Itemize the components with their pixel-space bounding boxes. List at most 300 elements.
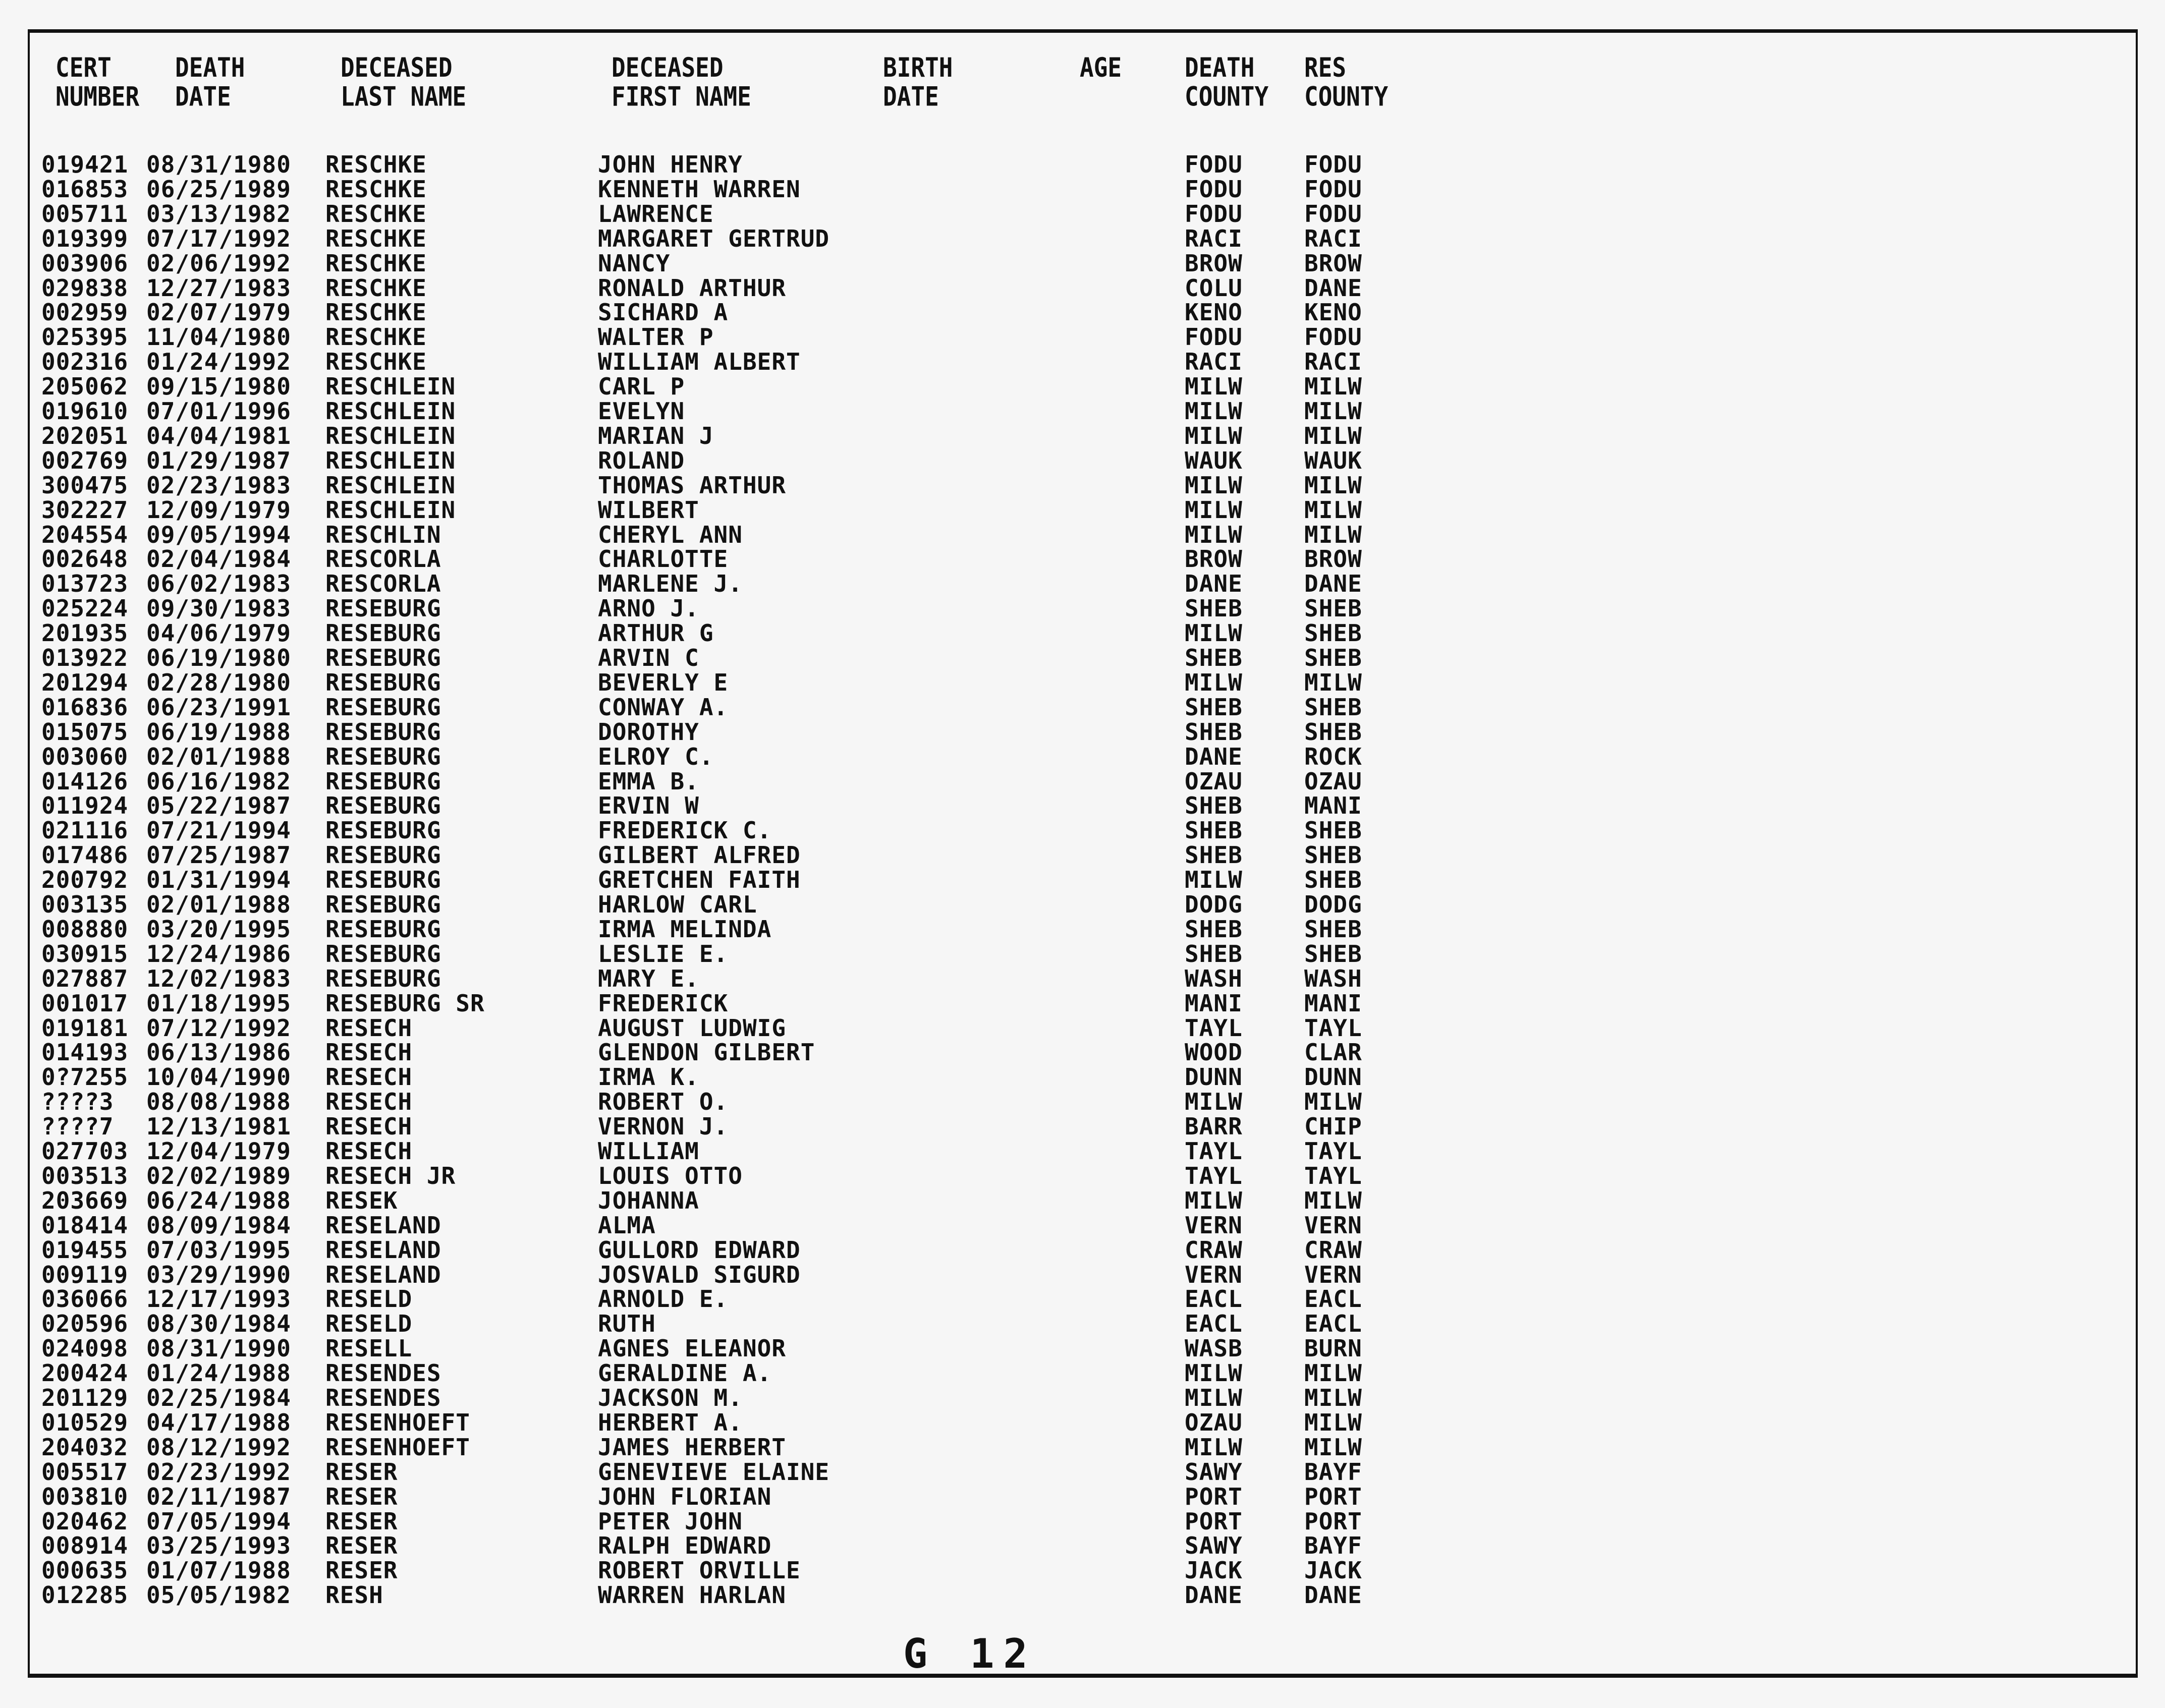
cell-cert-number: 003060 xyxy=(41,743,129,770)
cell-death-county: MILW xyxy=(1185,866,1243,894)
cell-last-name: RESEBURG xyxy=(325,866,441,894)
table-row xyxy=(0,1016,2165,1041)
cell-cert-number: 016836 xyxy=(41,693,129,721)
cell-death-date: 07/01/1996 xyxy=(146,397,291,425)
cell-death-date: 02/23/1992 xyxy=(146,1458,291,1486)
cell-death-county: MILW xyxy=(1185,1088,1243,1116)
table-row xyxy=(0,374,2165,399)
cell-death-date: 02/01/1988 xyxy=(146,891,291,918)
cell-cert-number: 019610 xyxy=(41,397,129,425)
cell-cert-number: 019421 xyxy=(41,151,129,178)
cell-death-county: EACL xyxy=(1185,1285,1243,1313)
table-row xyxy=(0,325,2165,350)
column-header-first-name xyxy=(612,53,751,111)
cell-cert-number: 005711 xyxy=(41,200,129,227)
column-header-age xyxy=(1080,53,1122,82)
cell-res-county: MILW xyxy=(1304,496,1362,524)
cell-first-name: FREDERICK C. xyxy=(598,817,772,844)
table-row xyxy=(0,695,2165,720)
cell-cert-number: 014126 xyxy=(41,767,129,795)
table-row xyxy=(0,1312,2165,1336)
cell-cert-number: 204554 xyxy=(41,521,129,548)
cell-last-name: RESCHKE xyxy=(325,175,427,203)
cell-last-name: RESECH xyxy=(325,1039,413,1066)
cell-last-name: RESEBURG xyxy=(325,891,441,918)
column-header-line1: DEATH xyxy=(175,51,245,83)
table-row xyxy=(0,350,2165,374)
cell-cert-number: 201294 xyxy=(41,668,129,696)
cell-first-name: WILBERT xyxy=(598,496,699,524)
cell-cert-number: 010529 xyxy=(41,1408,129,1436)
cell-death-date: 03/25/1993 xyxy=(146,1532,291,1560)
cell-first-name: RALPH EDWARD xyxy=(598,1532,772,1560)
cell-death-date: 02/04/1984 xyxy=(146,545,291,573)
cell-first-name: PETER JOHN xyxy=(598,1507,743,1535)
cell-last-name: RESEBURG xyxy=(325,964,441,992)
cell-res-county: JACK xyxy=(1304,1557,1362,1584)
cell-death-county: RACI xyxy=(1185,224,1243,252)
table-row xyxy=(0,793,2165,818)
cell-res-county: SHEB xyxy=(1304,841,1362,869)
cell-first-name: JOSVALD SIGURD xyxy=(598,1261,801,1288)
cell-cert-number: ????3 xyxy=(41,1088,114,1116)
cell-first-name: ARNOLD E. xyxy=(598,1285,729,1313)
cell-first-name: JOHANNA xyxy=(598,1186,699,1214)
cell-death-date: 05/22/1987 xyxy=(146,792,291,820)
cell-death-county: WOOD xyxy=(1185,1039,1243,1066)
cell-cert-number: 003810 xyxy=(41,1483,129,1510)
cell-death-county: SAWY xyxy=(1185,1532,1243,1560)
cell-first-name: ELROY C. xyxy=(598,743,714,770)
cell-death-county: JACK xyxy=(1185,1557,1243,1584)
cell-cert-number: 201129 xyxy=(41,1384,129,1411)
cell-last-name: RESCHLEIN xyxy=(325,397,456,425)
cell-first-name: AGNES ELEANOR xyxy=(598,1335,787,1362)
column-header-line1: DECEASED xyxy=(341,51,453,83)
column-header-cert-number xyxy=(55,53,139,111)
cell-death-date: 06/25/1989 xyxy=(146,175,291,203)
table-row xyxy=(0,177,2165,202)
cell-death-date: 10/04/1990 xyxy=(146,1063,291,1091)
cell-last-name: RESENHOEFT xyxy=(325,1408,470,1436)
cell-death-county: DANE xyxy=(1185,1581,1243,1609)
column-header-line2: DATE xyxy=(883,81,939,112)
table-row xyxy=(0,942,2165,966)
table-row xyxy=(0,1188,2165,1213)
cell-first-name: THOMAS ARTHUR xyxy=(598,471,787,499)
cell-res-county: FODU xyxy=(1304,151,1362,178)
cell-res-county: MILW xyxy=(1304,397,1362,425)
cell-death-county: SHEB xyxy=(1185,841,1243,869)
cell-cert-number: 027703 xyxy=(41,1137,129,1165)
cell-cert-number: 013723 xyxy=(41,570,129,598)
table-row xyxy=(0,498,2165,523)
cell-last-name: RESEBURG xyxy=(325,619,441,647)
cell-last-name: RESEBURG SR xyxy=(325,989,485,1017)
cell-res-county: OZAU xyxy=(1304,767,1362,795)
cell-first-name: GERALDINE A. xyxy=(598,1359,772,1387)
cell-res-county: FODU xyxy=(1304,175,1362,203)
cell-cert-number: 200792 xyxy=(41,866,129,894)
cell-cert-number: 008914 xyxy=(41,1532,129,1560)
cell-death-county: BROW xyxy=(1185,545,1243,573)
cell-first-name: GENEVIEVE ELAINE xyxy=(598,1458,830,1486)
cell-first-name: MARLENE J. xyxy=(598,570,743,598)
cell-res-county: MILW xyxy=(1304,1359,1362,1387)
cell-death-county: SHEB xyxy=(1185,817,1243,844)
cell-last-name: RESENHOEFT xyxy=(325,1433,470,1461)
cell-res-county: TAYL xyxy=(1304,1162,1362,1189)
cell-death-date: 01/18/1995 xyxy=(146,989,291,1017)
cell-res-county: BROW xyxy=(1304,249,1362,277)
cell-cert-number: 015075 xyxy=(41,718,129,746)
cell-cert-number: 019181 xyxy=(41,1014,129,1042)
column-header-line2: COUNTY xyxy=(1185,81,1269,112)
cell-first-name: FREDERICK xyxy=(598,989,729,1017)
cell-cert-number: 002316 xyxy=(41,348,129,376)
cell-last-name: RESEBURG xyxy=(325,940,441,967)
cell-cert-number: 001017 xyxy=(41,989,129,1017)
table-row xyxy=(0,1164,2165,1188)
cell-res-county: FODU xyxy=(1304,200,1362,227)
cell-first-name: SICHARD A xyxy=(598,299,729,326)
cell-last-name: RESEBURG xyxy=(325,693,441,721)
cell-res-county: KENO xyxy=(1304,299,1362,326)
table-row xyxy=(0,1386,2165,1410)
cell-res-county: BROW xyxy=(1304,545,1362,573)
cell-res-county: SHEB xyxy=(1304,915,1362,943)
cell-death-date: 08/30/1984 xyxy=(146,1310,291,1338)
column-header-line1: BIRTH xyxy=(883,51,953,83)
page-number: G 12 xyxy=(903,1630,1037,1677)
column-header-line2: LAST NAME xyxy=(341,81,467,112)
cell-cert-number: 018414 xyxy=(41,1211,129,1239)
cell-death-date: 02/28/1980 xyxy=(146,668,291,696)
table-row xyxy=(0,1139,2165,1164)
cell-res-county: SHEB xyxy=(1304,595,1362,622)
cell-cert-number: 029838 xyxy=(41,274,129,302)
cell-first-name: ARNO J. xyxy=(598,595,699,622)
table-row xyxy=(0,868,2165,892)
table-row xyxy=(0,1065,2165,1090)
cell-res-county: SHEB xyxy=(1304,619,1362,647)
cell-death-county: PORT xyxy=(1185,1507,1243,1535)
column-header-line1: DECEASED xyxy=(612,51,724,83)
cell-death-county: VERN xyxy=(1185,1211,1243,1239)
cell-death-date: 11/04/1980 xyxy=(146,323,291,351)
column-header-line2: DATE xyxy=(175,81,231,112)
cell-death-county: SHEB xyxy=(1185,792,1243,820)
cell-last-name: RESCHKE xyxy=(325,274,427,302)
cell-death-date: 09/15/1980 xyxy=(146,373,291,401)
table-row xyxy=(0,1238,2165,1263)
cell-cert-number: 003135 xyxy=(41,891,129,918)
cell-last-name: RESER xyxy=(325,1532,398,1560)
cell-death-date: 09/05/1994 xyxy=(146,521,291,548)
cell-death-date: 02/23/1983 xyxy=(146,471,291,499)
column-header-line1: DEATH xyxy=(1185,51,1255,83)
cell-first-name: WARREN HARLAN xyxy=(598,1581,787,1609)
cell-death-county: BROW xyxy=(1185,249,1243,277)
cell-death-county: MILW xyxy=(1185,619,1243,647)
table-row xyxy=(0,917,2165,942)
cell-first-name: ARVIN C xyxy=(598,644,699,671)
table-row xyxy=(0,769,2165,794)
table-row xyxy=(0,473,2165,498)
cell-cert-number: 020462 xyxy=(41,1507,129,1535)
cell-res-county: DUNN xyxy=(1304,1063,1362,1091)
cell-death-date: 06/16/1982 xyxy=(146,767,291,795)
cell-first-name: LOUIS OTTO xyxy=(598,1162,743,1189)
cell-death-date: 06/02/1983 xyxy=(146,570,291,598)
column-header-line1: AGE xyxy=(1080,51,1122,83)
cell-death-date: 02/07/1979 xyxy=(146,299,291,326)
cell-death-county: DODG xyxy=(1185,891,1243,918)
cell-death-county: MILW xyxy=(1185,373,1243,401)
cell-res-county: FODU xyxy=(1304,323,1362,351)
cell-first-name: LESLIE E. xyxy=(598,940,729,967)
cell-cert-number: 011924 xyxy=(41,792,129,820)
cell-last-name: RESELD xyxy=(325,1285,413,1313)
cell-death-county: MILW xyxy=(1185,397,1243,425)
cell-first-name: VERNON J. xyxy=(598,1113,729,1141)
table-row xyxy=(0,523,2165,547)
table-row xyxy=(0,670,2165,695)
cell-first-name: MARGARET GERTRUD xyxy=(598,224,830,252)
cell-last-name: RESCORLA xyxy=(325,570,441,598)
column-header-death-county xyxy=(1185,53,1268,111)
cell-death-date: 12/13/1981 xyxy=(146,1113,291,1141)
cell-res-county: MILW xyxy=(1304,1088,1362,1116)
cell-death-date: 01/07/1988 xyxy=(146,1557,291,1584)
cell-last-name: RESECH xyxy=(325,1137,413,1165)
cell-last-name: RESECH JR xyxy=(325,1162,456,1189)
cell-last-name: RESER xyxy=(325,1483,398,1510)
cell-death-county: DUNN xyxy=(1185,1063,1243,1091)
cell-last-name: RESCHLEIN xyxy=(325,446,456,474)
cell-death-county: FODU xyxy=(1185,151,1243,178)
cell-first-name: GLENDON GILBERT xyxy=(598,1039,815,1066)
cell-res-county: SHEB xyxy=(1304,940,1362,967)
cell-death-date: 03/20/1995 xyxy=(146,915,291,943)
cell-first-name: ROBERT O. xyxy=(598,1088,729,1116)
cell-first-name: CHARLOTTE xyxy=(598,545,729,573)
cell-death-county: TAYL xyxy=(1185,1162,1243,1189)
cell-cert-number: 002959 xyxy=(41,299,129,326)
cell-cert-number: 203669 xyxy=(41,1186,129,1214)
cell-res-county: MILW xyxy=(1304,422,1362,449)
cell-res-county: SHEB xyxy=(1304,718,1362,746)
cell-last-name: RESELAND xyxy=(325,1236,441,1264)
cell-cert-number: 024098 xyxy=(41,1335,129,1362)
cell-last-name: RESH xyxy=(325,1581,383,1609)
table-row xyxy=(0,572,2165,596)
cell-first-name: GULLORD EDWARD xyxy=(598,1236,801,1264)
cell-death-date: 12/09/1979 xyxy=(146,496,291,524)
cell-death-date: 12/24/1986 xyxy=(146,940,291,967)
cell-cert-number: 009119 xyxy=(41,1261,129,1288)
cell-cert-number: 019455 xyxy=(41,1236,129,1264)
cell-last-name: RESENDES xyxy=(325,1359,441,1387)
cell-last-name: RESCHLEIN xyxy=(325,496,456,524)
cell-last-name: RESCHKE xyxy=(325,224,427,252)
table-row xyxy=(0,1114,2165,1139)
cell-res-county: VERN xyxy=(1304,1211,1362,1239)
table-row xyxy=(0,966,2165,991)
table-row xyxy=(0,399,2165,424)
cell-res-county: EACL xyxy=(1304,1285,1362,1313)
cell-cert-number: 002648 xyxy=(41,545,129,573)
table-row xyxy=(0,1460,2165,1485)
cell-cert-number: 021116 xyxy=(41,817,129,844)
cell-death-county: FODU xyxy=(1185,175,1243,203)
column-header-res-county xyxy=(1304,53,1388,111)
cell-death-county: OZAU xyxy=(1185,1408,1243,1436)
cell-cert-number: 300475 xyxy=(41,471,129,499)
table-row xyxy=(0,818,2165,843)
table-row xyxy=(0,991,2165,1016)
cell-death-county: MILW xyxy=(1185,1186,1243,1214)
cell-res-county: MANI xyxy=(1304,792,1362,820)
cell-last-name: RESEBURG xyxy=(325,841,441,869)
cell-last-name: RESEBURG xyxy=(325,792,441,820)
cell-res-county: BAYF xyxy=(1304,1458,1362,1486)
cell-res-county: SHEB xyxy=(1304,866,1362,894)
cell-death-county: BARR xyxy=(1185,1113,1243,1141)
cell-death-county: WAUK xyxy=(1185,446,1243,474)
cell-death-date: 04/17/1988 xyxy=(146,1408,291,1436)
table-row xyxy=(0,1533,2165,1558)
cell-cert-number: 003906 xyxy=(41,249,129,277)
cell-death-date: 08/08/1988 xyxy=(146,1088,291,1116)
cell-death-date: 07/12/1992 xyxy=(146,1014,291,1042)
cell-first-name: EVELYN xyxy=(598,397,685,425)
cell-cert-number: 013922 xyxy=(41,644,129,671)
cell-death-county: OZAU xyxy=(1185,767,1243,795)
cell-first-name: CARL P xyxy=(598,373,685,401)
cell-death-date: 04/04/1981 xyxy=(146,422,291,449)
cell-cert-number: ????7 xyxy=(41,1113,114,1141)
cell-death-date: 03/29/1990 xyxy=(146,1261,291,1288)
table-row xyxy=(0,843,2165,868)
cell-cert-number: 0?7255 xyxy=(41,1063,129,1091)
cell-first-name: MARIAN J xyxy=(598,422,714,449)
cell-last-name: RESECH xyxy=(325,1113,413,1141)
cell-last-name: RESEBURG xyxy=(325,668,441,696)
cell-first-name: HERBERT A. xyxy=(598,1408,743,1436)
cell-last-name: RESEBURG xyxy=(325,743,441,770)
cell-death-date: 12/17/1993 xyxy=(146,1285,291,1313)
cell-death-date: 08/31/1980 xyxy=(146,151,291,178)
cell-death-date: 01/24/1988 xyxy=(146,1359,291,1387)
cell-death-date: 07/21/1994 xyxy=(146,817,291,844)
cell-death-county: FODU xyxy=(1185,200,1243,227)
cell-death-county: WASB xyxy=(1185,1335,1243,1362)
cell-last-name: RESER xyxy=(325,1507,398,1535)
cell-cert-number: 005517 xyxy=(41,1458,129,1486)
table-row xyxy=(0,300,2165,325)
cell-cert-number: 025224 xyxy=(41,595,129,622)
table-row xyxy=(0,646,2165,670)
cell-first-name: ARTHUR G xyxy=(598,619,714,647)
cell-death-county: WASH xyxy=(1185,964,1243,992)
cell-death-county: RACI xyxy=(1185,348,1243,376)
column-header-line2: COUNTY xyxy=(1304,81,1389,112)
column-header-line1: CERT xyxy=(55,51,112,83)
table-row xyxy=(0,152,2165,177)
cell-death-date: 08/31/1990 xyxy=(146,1335,291,1362)
cell-first-name: GRETCHEN FAITH xyxy=(598,866,801,894)
cell-last-name: RESCHKE xyxy=(325,348,427,376)
table-row xyxy=(0,1485,2165,1509)
cell-first-name: EMMA B. xyxy=(598,767,699,795)
cell-res-county: BURN xyxy=(1304,1335,1362,1362)
cell-last-name: RESCHKE xyxy=(325,200,427,227)
cell-res-county: TAYL xyxy=(1304,1137,1362,1165)
cell-res-county: DANE xyxy=(1304,274,1362,302)
cell-death-county: SHEB xyxy=(1185,940,1243,967)
cell-last-name: RESECH xyxy=(325,1088,413,1116)
table-row xyxy=(0,1213,2165,1238)
cell-death-county: VERN xyxy=(1185,1261,1243,1288)
cell-death-county: EACL xyxy=(1185,1310,1243,1338)
cell-last-name: RESCHLEIN xyxy=(325,471,456,499)
cell-last-name: RESCHKE xyxy=(325,299,427,326)
cell-cert-number: 200424 xyxy=(41,1359,129,1387)
table-row xyxy=(0,1336,2165,1361)
cell-first-name: CHERYL ANN xyxy=(598,521,743,548)
cell-cert-number: 020596 xyxy=(41,1310,129,1338)
cell-cert-number: 202051 xyxy=(41,422,129,449)
cell-first-name: JOHN FLORIAN xyxy=(598,1483,772,1510)
table-row xyxy=(0,1090,2165,1114)
cell-cert-number: 017486 xyxy=(41,841,129,869)
cell-res-county: CHIP xyxy=(1304,1113,1362,1141)
table-row xyxy=(0,1410,2165,1435)
cell-res-county: EACL xyxy=(1304,1310,1362,1338)
cell-death-date: 07/25/1987 xyxy=(146,841,291,869)
cell-death-county: COLU xyxy=(1185,274,1243,302)
cell-death-county: MILW xyxy=(1185,1384,1243,1411)
cell-cert-number: 012285 xyxy=(41,1581,129,1609)
cell-res-county: MANI xyxy=(1304,989,1362,1017)
cell-death-date: 12/04/1979 xyxy=(146,1137,291,1165)
cell-first-name: AUGUST LUDWIG xyxy=(598,1014,787,1042)
cell-death-county: SAWY xyxy=(1185,1458,1243,1486)
cell-death-county: SHEB xyxy=(1185,693,1243,721)
table-row xyxy=(0,1435,2165,1460)
cell-last-name: RESCHLIN xyxy=(325,521,441,548)
cell-res-county: RACI xyxy=(1304,348,1362,376)
cell-first-name: RONALD ARTHUR xyxy=(598,274,787,302)
cell-first-name: GILBERT ALFRED xyxy=(598,841,801,869)
cell-death-date: 02/02/1989 xyxy=(146,1162,291,1189)
cell-death-county: MILW xyxy=(1185,668,1243,696)
cell-death-date: 08/12/1992 xyxy=(146,1433,291,1461)
cell-res-county: DANE xyxy=(1304,570,1362,598)
cell-first-name: DOROTHY xyxy=(598,718,699,746)
cell-last-name: RESELD xyxy=(325,1310,413,1338)
cell-death-date: 06/24/1988 xyxy=(146,1186,291,1214)
cell-last-name: RESENDES xyxy=(325,1384,441,1411)
table-row xyxy=(0,424,2165,448)
cell-last-name: RESEBURG xyxy=(325,595,441,622)
column-header-line2: FIRST NAME xyxy=(612,81,751,112)
cell-cert-number: 003513 xyxy=(41,1162,129,1189)
column-header-line1: RES xyxy=(1304,51,1347,83)
cell-res-county: WASH xyxy=(1304,964,1362,992)
cell-death-date: 01/24/1992 xyxy=(146,348,291,376)
